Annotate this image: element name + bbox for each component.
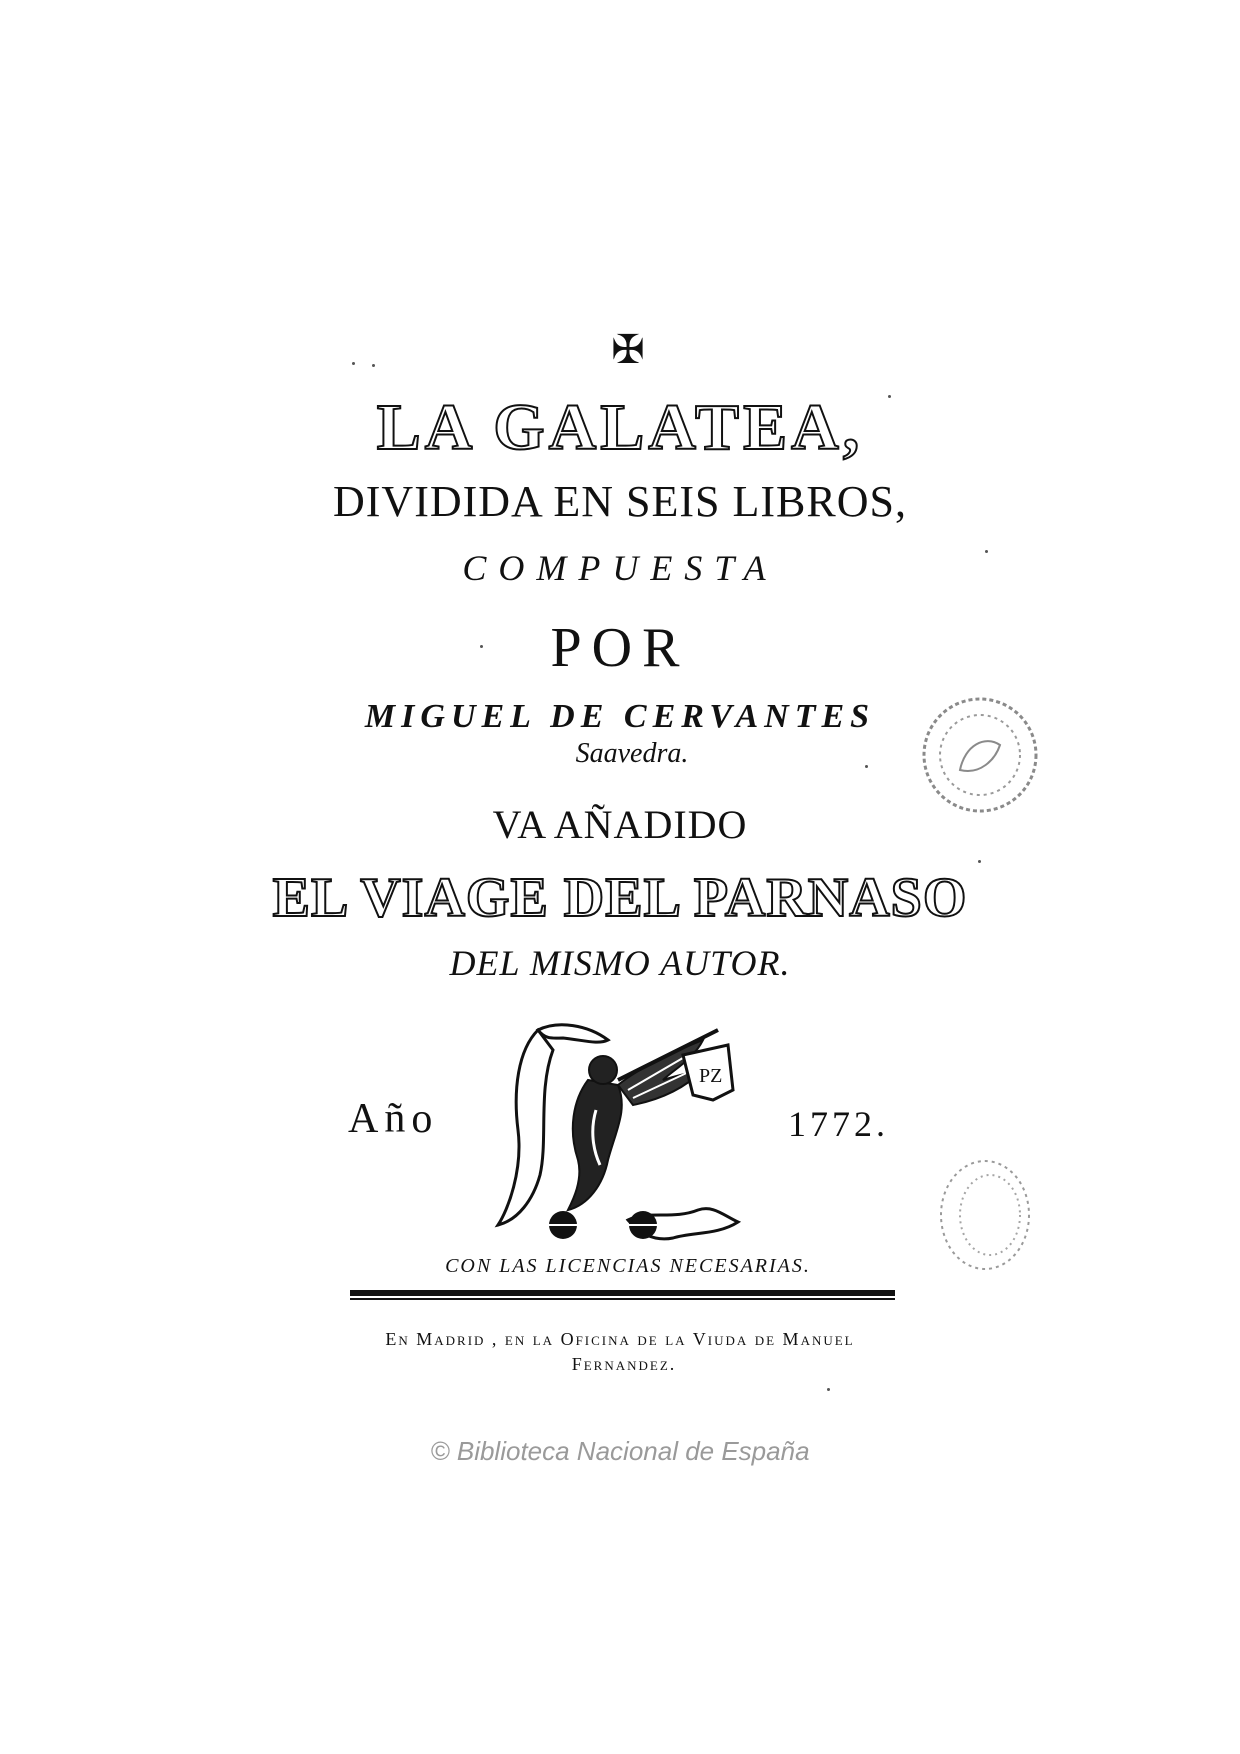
va-anadido-line: VA AÑADIDO (492, 802, 748, 847)
speckle (827, 1388, 830, 1391)
library-stamp-icon (935, 1155, 1035, 1275)
viage-title: EL VIAGE DEL PARNASO (272, 867, 968, 929)
licencias-line: CON LAS LICENCIAS NECESARIAS. (445, 1255, 811, 1277)
book-title: LA GALATEA, (376, 391, 864, 464)
printer-emblem-icon (478, 1010, 768, 1245)
speckle (985, 550, 988, 553)
cross-ornament-icon: ✠ (611, 327, 645, 372)
speckle (352, 362, 355, 365)
book-subtitle: DIVIDIDA EN SEIS LIBROS, (333, 477, 907, 526)
speckle (480, 645, 483, 648)
speckle (372, 364, 375, 367)
emblem-monogram: PZ (699, 1065, 723, 1087)
compuesta-line: COMPUESTA (462, 548, 778, 588)
speckle (978, 860, 981, 863)
author-name: MIGUEL DE CERVANTES (364, 698, 876, 735)
imprint-line-2: Fernandez. (571, 1354, 677, 1374)
library-stamp-icon (915, 690, 1045, 820)
del-mismo-autor-line: DEL MISMO AUTOR. (449, 943, 791, 983)
imprint-line: En Madrid , en la Oficina de la Viuda de Manuel (385, 1329, 855, 1349)
speckle (888, 395, 891, 398)
thick-rule (350, 1288, 895, 1302)
author-surname: Saavedra. (575, 738, 689, 769)
copyright-notice: © Biblioteca Nacional de España (430, 1436, 810, 1466)
speckle (865, 765, 868, 768)
por-line: POR (550, 617, 690, 679)
year-value: 1772. (788, 1104, 889, 1144)
year-label: Año (348, 1096, 439, 1142)
